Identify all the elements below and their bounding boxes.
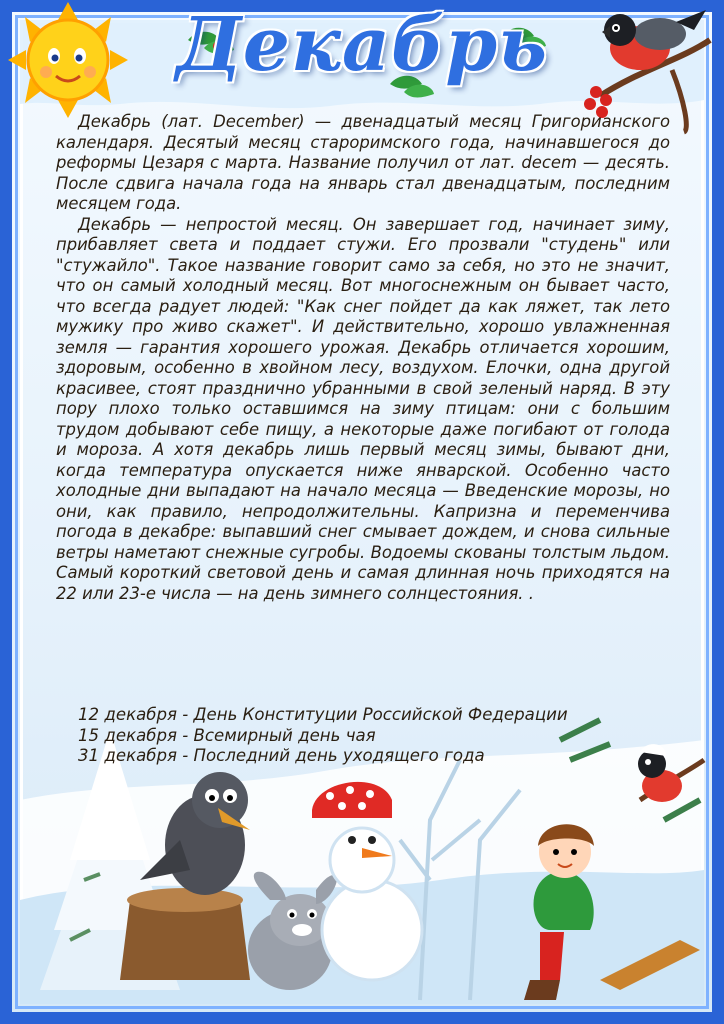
holidays-list bbox=[78, 705, 688, 767]
paragraph-intro: Декабрь (лат. December) — двенадцатый месяц Григорианского календаря. Десятый месяц староримского года, начинавшегося до реформы Цезаря с марта. Название получил от лат. decem — десять. После сдвига начала года на январь стал двенадцатым, последним месяцем года. bbox=[56, 112, 670, 213]
holiday-item: 31 декабря - Последний день уходящего года bbox=[78, 746, 485, 765]
page-title: Декабрь bbox=[176, 2, 548, 88]
holiday-item: 12 декабря - День Конституции Российской Федерации bbox=[78, 705, 568, 724]
paragraph-main: Декабрь — непростой месяц. Он завершает год, начинает зиму, прибавляет света и поддает стужи. Его прозвали "студень" или "стужайло". Такое название говорит само за себя, но это не значит, что он самый холодный месяц. Вот многоснежным он бывает часто, что всегда радует людей: "Как снег пойдет да как ляжет, так лето мужику про живо скажет". И действительно, хорошо увлажненная земля — гарантия хорошего урожая. Декабрь отличается хорошим, здоровым, особенно в хвойном лесу, воздухом. Елочки, одна другой красивее, стоят празднично убранными в свой зеленый наряд. В эту пору плохо только оставшимся на зиму птицам: они с большим трудом добывают себе пищу, а некоторые даже погибают от голода и мороза. А хотя декабрь лишь первый месяц зимы, бывают дни, когда температура опускается ниже январской. Особенно часто холодные дни выпадают на начало месяца — Введенские морозы, но они, как правило, непродолжительны. Капризна и переменчива погода в декабре: выпавший снег смывает дождем, и снова сильные ветры наметают снежные сугробы. Водоемы скованы толстым льдом. Самый короткий световой день и самая длинная ночь приходятся на 22 или 23-е числа — на день зимнего солнцестояния. . bbox=[56, 214, 670, 603]
article-text bbox=[56, 112, 670, 604]
holiday-item: 15 декабря - Всемирный день чая bbox=[78, 725, 376, 745]
